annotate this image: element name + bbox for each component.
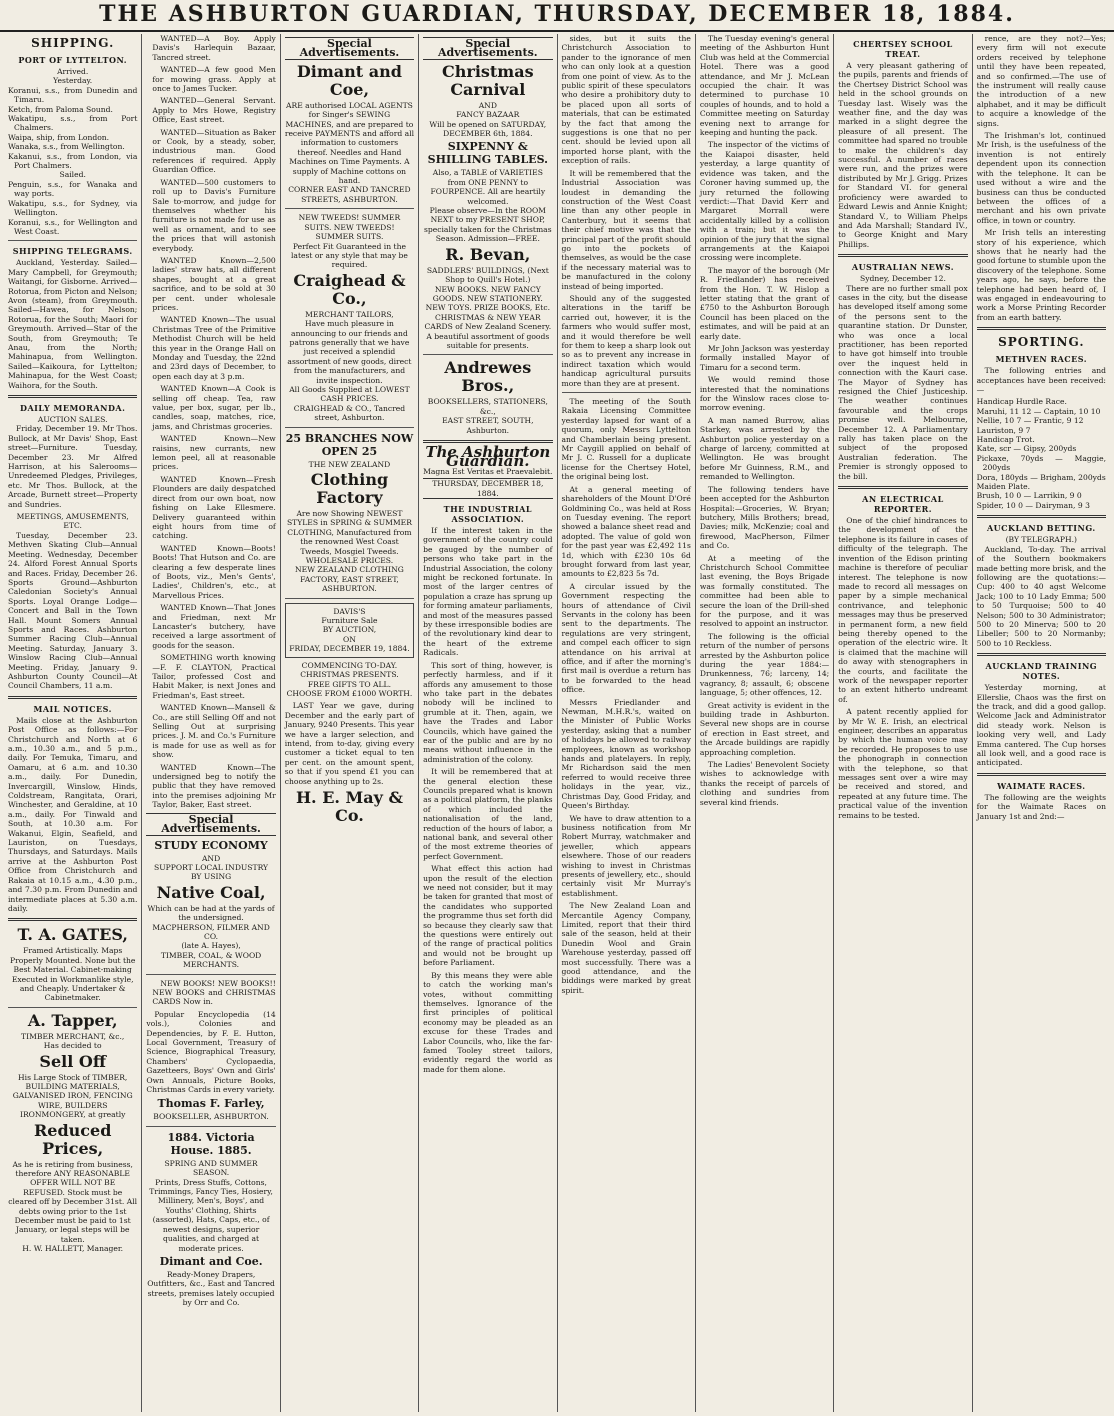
divider bbox=[977, 653, 1106, 656]
divider bbox=[285, 208, 414, 209]
list-item: Kakanui, s.s., from London, via Port Chalmers. bbox=[8, 151, 138, 171]
news-paragraph: At a meeting of the Christchurch School Committee last evening, the Boys Brigade was formally constituted. The committee had been able to secure the loan of the Drill-shed for the purpose, and it was resolved to appoint an instructor. bbox=[699, 553, 830, 629]
chertsey-heading: CHERTSEY SCHOOL TREAT. bbox=[853, 39, 953, 59]
news-paragraph: rence, are they not?—Yes; every firm will not execute orders received by telephone until they have been repeated, and so confirmed.—The use of the instrument will really cause the introduction of a new alphabet, and it may be difficult to acquire a knowledge of the signs. bbox=[976, 34, 1106, 128]
farley-ad bbox=[146, 1097, 275, 1121]
memoranda-heading: DAILY MEMORANDA. bbox=[20, 403, 126, 413]
list-item: Koranui, s.s., for Wellington and West Coast. bbox=[8, 217, 138, 236]
wanted-ad: WANTED Known—New raisins, new currants, new lemon peel, all at reasonable prices. bbox=[152, 434, 276, 472]
may-commencing: COMMENCING TO-DAY. bbox=[301, 660, 398, 670]
coal-trade: TIMBER, COAL, & WOOD MERCHANTS. bbox=[160, 950, 262, 970]
special-ads-heading: Special Advertisements. bbox=[146, 813, 275, 836]
bevan-cards: CHRISTMAS & NEW YEAR CARDS of New Zealand Scenery. bbox=[424, 312, 552, 332]
bevan-text: Please observe—In the ROOM NEXT to my PRESENT SHOP, specially taken for the Christmas Season. Admission—FREE. bbox=[424, 206, 552, 244]
list-item: Handicap Hurdle Race. bbox=[976, 397, 1067, 407]
news-paragraph: The Ladies' Benevolent Society wishes to acknowledge with thanks the receipt of parcels of clothing and sundries from several kind friends. bbox=[699, 760, 830, 807]
davis-furniture-ad bbox=[285, 603, 414, 658]
divider bbox=[8, 240, 137, 241]
australian-text: There are no further small pox cases in the city, but the disease has developed itself among some of the persons sent to the quarantine station. Dr Dunster, who was once a local practitioner, has been reported to have got himself into trouble over the inquest held in connection with the Kauri case. The Mayor of Sydney has resigned the Chief Justiceship. The weather continues favourable and the crops promise well. Melbourne, December 12. A Parliamentary rally has taken place on the subject of the proposed Australian federation. The Premier is strongly opposed to the bill. bbox=[838, 283, 968, 481]
leader-heading: THE INDUSTRIAL ASSOCIATION. bbox=[443, 504, 532, 524]
nz-text: Are now Showing NEWEST STYLES in SPRING & SUMMER CLOTHING, Manufactured from the renowned West Coast Tweeds, Mosgiel Tweeds. bbox=[286, 509, 412, 556]
leader-paragraph: By this means they were able to catch the working man's votes, without committing themselves. Ignorance of the first principles of political economy may be pleaded as an excuse for these Trades and Labor Councils, who, like the far-famed Tooley street tailors, evidently regard the world as made for them alone. bbox=[423, 970, 553, 1074]
gates-text: Framed Artistically. Maps Properly Mounted. None but the Best Material. Cabinet-making Executed in Workmanlike style, and Cheaply. Undertaker & Cabinetmaker. bbox=[9, 946, 136, 1003]
leader-paragraph: If the interest taken in the government of the country could be gauged by the number of persons who take part in the Industrial Association, the colony might be reckoned fortunate. In most of the larger centres of population a craze has sprung up for forming amateur parliaments, and most of the measures passed by these irresponsible bodies are of the revolutionary kind dear to the heart of the extreme Radicals. bbox=[423, 526, 553, 658]
memoranda-text: Friday, December 19. Mr Thos. Bullock, at Mr Davis' Shop, East street—Furniture. Tuesday, December 23. Mr Alfred Harrison, at his Salerooms—Unredeemed Pledges, Privileges, etc. Mr Thos. Bullock, at the Arcade, Burnett street—Property and Sundries. bbox=[8, 424, 138, 509]
victoria-text: Prints, Dress Stuffs, Cottons, Trimmings, Fancy Ties, Hosiery, Millinery, Men's, Boys', and Youths' Clothing, Shirts (assorted), Hats, Caps, etc., of newest designs, superior qualities, and charged at moderate prices. bbox=[149, 1177, 273, 1253]
tapper-signature: H. W. HALLETT, Manager. bbox=[22, 1244, 124, 1254]
column-3 bbox=[281, 34, 419, 1412]
coal-late: (late A. Hayes), bbox=[181, 941, 241, 951]
news-paragraph: Mr Irish tells an interesting story of his experience, which shows that he nearly had the good fortune to stumble upon the discovery of the telephone. Some years ago, he says, before the telephone had been heard of, I was engaged in endeavouring to work a Morse Printing Recorder from an earth battery. bbox=[976, 228, 1106, 322]
divider bbox=[838, 254, 967, 257]
andrewes-name: Andrewes Bros., bbox=[444, 358, 532, 396]
may-presents: CHRISTMAS PRESENTS. bbox=[300, 670, 399, 680]
dimant-bottom-name: Dimant and Coe. bbox=[159, 1254, 263, 1268]
meetings-label: MEETINGS, AMUSEMENTS, ETC. bbox=[16, 512, 129, 531]
divider bbox=[285, 427, 414, 428]
divider bbox=[8, 395, 137, 398]
andrewes-ad bbox=[423, 359, 552, 435]
craighead-ad bbox=[285, 213, 414, 422]
column-4 bbox=[419, 34, 557, 1412]
wanted-ad: WANTED—A Boy. Apply Davis's Harlequin Bazaar, Tancred street. bbox=[152, 34, 276, 62]
port-heading: PORT OF LYTTELTON. bbox=[18, 55, 128, 65]
tapper-decided: Has decided to bbox=[43, 1041, 102, 1051]
coal-obtained: Which can be had at the yards of the undersigned. bbox=[147, 903, 275, 923]
auckland-betting-heading: AUCKLAND BETTING. bbox=[986, 523, 1096, 534]
sydney-dateline: Sydney, December 12. bbox=[860, 274, 946, 284]
news-paragraph: The mayor of the borough (Mr R. Friedlander) has received from the Hon. T. W. Hislop a letter stating that the grant of £750 to the Ashburton Borough Council has been placed on the estimates, and will be paid at an early date. bbox=[699, 265, 830, 341]
may-co-ad bbox=[285, 661, 414, 699]
leader-paragraph: What effect this action had upon the result of the election we need not consider, but it may be taken for granted that most of the candidates who supported the programme thus set forth did so because they clearly saw that the questions were entirely out of the range of practical politics and would not be brought up before Parliament. bbox=[423, 864, 553, 968]
list-item: Koranui, s.s., from Dunedin and Timaru. bbox=[8, 85, 138, 105]
wanted-ad: WANTED—General Servant. Apply to Mrs Howe, Registry Office, East street. bbox=[152, 96, 276, 125]
may-signature bbox=[285, 789, 414, 825]
davis-date: FRIDAY, DECEMBER 19, 1884. bbox=[289, 644, 410, 654]
victoria-title-line bbox=[146, 1131, 275, 1157]
bevan-list: NEW BOOKS. NEW FANCY GOODS. NEW STATIONERY. NEW TOYS. PRIZE BOOKS, Etc. bbox=[425, 284, 551, 313]
dimant-address: CORNER EAST AND TANCRED STREETS, ASHBURTON. bbox=[288, 185, 411, 204]
divider bbox=[562, 392, 691, 393]
list-item: Kate, scr — Gipsy, 200yds bbox=[976, 444, 1077, 454]
carnival-bazaar: FANCY BAZAAR bbox=[456, 110, 520, 120]
list-item: Penguin, s.s., for Wanaka and way ports. bbox=[8, 179, 138, 199]
column-7 bbox=[834, 34, 972, 1412]
paper-date: THURSDAY, DECEMBER 18, 1884. bbox=[423, 478, 552, 499]
special-ads-heading: Special Advertisements. bbox=[423, 37, 552, 60]
branches-text: BRANCHES NOW OPEN bbox=[304, 431, 414, 458]
divider bbox=[838, 486, 967, 489]
arrived-list bbox=[8, 86, 137, 171]
news-paragraph: Great activity is evident in the building trade in Ashburton. Several new shops are in course of erection in East street, and the Arcade buildings are rapidly approaching completion. bbox=[699, 700, 830, 757]
divider bbox=[146, 974, 275, 975]
mail-text: Mails close at the Ashburton Post Office as follows:—For Christchurch and North at 6 a.m., 10.30 a.m., and 5 p.m., daily. For Temuka, Timaru, and Oamaru, at 6 a.m. and 10.30 a.m., daily. For Dunedin, Invercargill, Winslow, Hinds, Coldstream, Rangitata, Orari, Winchester, and Geraldine, at 10 a.m., daily. For Tinwald and South, at 10.30 a.m. For Wakanui, Elgin, Seafield, and Lauriston, on Tuesdays, Thursdays, and Saturdays. Mails arrive at the Ashburton Post Office from Christchurch and Rakaia at 10.15 a.m., 4.30 p.m., and 7.30 p.m. From Dunedin and intermediate places at 5.30 a.m. daily. bbox=[8, 715, 138, 913]
news-paragraph: The Irishman's lot, continued Mr Irish, is the usefulness of the invention is not entirely dependent upon its connection with the telephone. It can be used without a wire and the business can thus be conducted between the offices of a merchant and his own private office, in town or country. bbox=[976, 131, 1106, 225]
list-item: Wanaka, s.s., from Wellington. bbox=[8, 142, 125, 152]
andrewes-trade: BOOKSELLERS, STATIONERS, &c., bbox=[427, 397, 548, 416]
branches-line bbox=[285, 432, 414, 458]
news-paragraph: The following tenders have been accepted for the Ashburton Hospital:—Groceries, W. Bryan; butchery, Mills Brothers; bread, Davies; milk, McKenzie; coal and firewood, MacPherson, Filmer and Co. bbox=[699, 484, 830, 551]
news-paragraph: The inspector of the victims of the Kaiapoi disaster, held yesterday, a large quantity of evidence was taken, and the Coroner having summed up, the jury returned the following verdict:—That David Kerr and Margaret Morrall were accidentally killed by a collision with a train; but it was the opinion of the jury that the signal arrangements at the Kaiapoi crossing were incomplete. bbox=[699, 140, 830, 263]
coal-support: SUPPORT LOCAL INDUSTRY bbox=[154, 862, 269, 872]
craighead-prices: All Goods Supplied at LOWEST CASH PRICES. bbox=[289, 384, 410, 404]
victoria-season: SPRING AND SUMMER SEASON. bbox=[164, 1158, 258, 1178]
sporting-heading: SPORTING. bbox=[998, 335, 1085, 350]
victoria-house-ad bbox=[146, 1131, 275, 1308]
nz-address: NEW ZEALAND CLOTHING FACTORY, EAST STREET, ASHBURTON. bbox=[295, 565, 404, 594]
page-columns bbox=[4, 34, 1110, 1412]
craighead-address: CRAIGHEAD & CO., Tancred street, Ashburton. bbox=[293, 403, 406, 423]
coal-title: STUDY ECONOMY bbox=[154, 838, 268, 852]
divider bbox=[977, 327, 1106, 330]
divider bbox=[8, 696, 137, 699]
carnival-ad bbox=[423, 63, 552, 351]
list-item: Brush, 10 0 — Larrikin, 9 0 bbox=[976, 491, 1082, 501]
list-item: Wakatipu, s.s., for Sydney, via Wellington. bbox=[8, 198, 138, 218]
victoria-year-left: 1884. bbox=[167, 1130, 202, 1144]
list-item: Pickaxe, 70yds — Maggie, 200yds bbox=[976, 453, 1106, 473]
list-item: Maruhi, 11 12 — Captain, 10 10 bbox=[976, 406, 1101, 416]
news-paragraph: The Tuesday evening's general meeting of the Ashburton Hunt Club was held at the Commercial Hotel. There was a good attendance, and Mr J. McLean occupied the chair. It was determined to purchase 10 couples of hounds, and to hold a Committee meeting on Saturday evening next to arrange for keeping and hunting the pack. bbox=[699, 34, 830, 138]
training-heading: AUCKLAND TRAINING NOTES. bbox=[985, 661, 1098, 682]
column-1 bbox=[4, 34, 142, 1412]
methven-intro: The following entries and acceptances have been received:— bbox=[976, 366, 1106, 394]
news-paragraph: Messrs Friedlander and Newman, M.H.R.'s, waited on the Minister of Public Works yesterday, asking that a number of holidays be allowed to railway employees, known as workshop hands and platelayers. In reply, Mr Richardson said the men referred to would receive three holidays in the year, viz., Christmas Day, Good Friday, and Queen's Birthday. bbox=[561, 697, 691, 811]
coal-firm: MACPHERSON, FILMER AND CO. bbox=[152, 922, 270, 941]
list-item: Wakatipu, s.s., from Port Chalmers. bbox=[8, 114, 138, 133]
bevan-name: R. Bevan, bbox=[445, 244, 531, 264]
tweeds-fit: Perfect Fit Guaranteed in the latest or any style that may be required. bbox=[290, 241, 408, 270]
auckland-betting-sub: (BY TELEGRAPH.) bbox=[1005, 535, 1078, 545]
wanted-ad: WANTED Known—Mansell & Co., are still Selling Off and not Selling Out at surprising prices. J. M. and Co.'s Furniture is made for use as well as for show. bbox=[152, 703, 276, 760]
branches-count-left: 25 bbox=[285, 431, 301, 445]
divider bbox=[423, 354, 552, 355]
dimant-bottom-text: Ready-Money Drapers, Outfitters, &c., East and Tancred streets, premises lately occupied by Orr and Co. bbox=[147, 1269, 275, 1308]
auction-label: AUCTION SALES. bbox=[37, 415, 108, 424]
bevan-tail: A beautiful assortment of goods suitable for presents. bbox=[426, 331, 550, 350]
column-6 bbox=[696, 34, 834, 1412]
divider bbox=[285, 598, 414, 599]
list-item: Ketch, from Paloma Sound. bbox=[8, 104, 113, 114]
telegrams-text: Auckland, Yesterday. Sailed—Mary Campbell, for Greymouth; Waitangi, for Gisborne. Arrived—Rotorua, from Picton and Nelson; Avon (steam), from Greymouth. Sailed—Hawea, for Nelson; Rotorua, for the South; Maori for Greymouth. Arrived—Star of the South, from Greymouth; Te Anau, from the North; Mahinapua, from Wellington. Sailed—Kaikoura, for Lyttelton; Mahinapua, for the West Coast; Waihora, for the South. bbox=[8, 258, 138, 390]
divider bbox=[977, 773, 1106, 776]
news-paragraph: At a general meeting of shareholders of the Mount D'Oré Goldmining Co., was held at Ross on Tuesday evening. The report showed a balance sheet read and adopted. The value of gold won for the past year was £2,492 11s 1d, which with £230 10s 6d brought forward from last year, amounts to £2,823 5s 7d. bbox=[561, 484, 691, 579]
nz-wholesale: WHOLESALE PRICES. bbox=[305, 556, 394, 566]
methven-entries bbox=[977, 397, 1106, 510]
news-paragraph: Should any of the suggested alterations in the tariff be carried out, however, it is the farmers who would suffer most, and it would therefore be well for them to keep a sharp look out so as to prevent any increase in indirect taxation which would handicap agricultural pursuits more than they are at present. bbox=[561, 293, 691, 388]
craighead-trade: MERCHANT TAILORS, bbox=[305, 309, 394, 319]
wanted-ad: WANTED Known—Fresh Flounders are daily despatched direct from our own boat, now fishing on Lake Ellesmere. Delivery guaranteed within eight hours from time of catching. bbox=[152, 474, 276, 541]
news-paragraph: We have to draw attention to a business notification from Mr Robert Murray, watchmaker and jeweller, which appears elsewhere. Those of our readers wishing to invest in Christmas presents of jewellery, etc., should certainly visit Mr Murray's establishment. bbox=[561, 813, 691, 898]
davis-by: BY AUCTION, bbox=[322, 625, 377, 635]
list-item: Nellie, 10 7 — Frantic, 9 12 bbox=[976, 416, 1084, 426]
victoria-year-right: 1885. bbox=[217, 1143, 252, 1157]
tapper-reduced: Reduced Prices, bbox=[33, 1120, 112, 1158]
auckland-betting-text: Auckland, To-day. The arrival of the Southern bookmakers made betting more brisk, and the following are the quotations:—Cup: 400 to 40 agst Welcome Jack; 100 to 10 Lady Emma; 500 to 50 Turquoise; 500 to 40 Nelson; 500 to 30 Administrator; 500 to 20 Minerva; 500 to 20 Libeller; 500 to 20 Normanby; 500 to 10 Reckless. bbox=[976, 544, 1106, 648]
wanted-ad: WANTED Known—A Cook is selling off cheap. Tea, raw value, per box, sugar, per lb., candles, soap, matches, rice, jams, and Christmas groceries. bbox=[152, 384, 276, 431]
nz-name: Clothing Factory bbox=[310, 470, 389, 507]
craighead-text: Have much pleasure in announcing to our friends and patrons generally that we have just received a splendid assortment of new goods, direct from the manufacturers, and invite inspection. bbox=[287, 319, 412, 385]
may-free: FREE GIFTS TO ALL. bbox=[307, 679, 392, 689]
column-8 bbox=[973, 34, 1110, 1412]
mail-heading: MAIL NOTICES. bbox=[33, 703, 112, 714]
waimate-text: The following are the weights for the Waimate Races on January 1st and 2nd:— bbox=[976, 792, 1106, 821]
carnival-and: AND bbox=[478, 100, 497, 110]
may-name: H. E. May & Co. bbox=[295, 787, 403, 825]
bevan-trade: SADDLERS' BUILDINGS, (Next Shop to Quill's Hotel.) bbox=[426, 265, 549, 285]
coal-by: BY USING bbox=[190, 872, 232, 882]
books-text: Popular Encyclopedia (14 vols.), Colonies and Dependencies, by F. E. Hutton, Local Government, Treasury of Science, Biographical Treasury, Chambers' Cyclopaedia, Gazetteers, Boys' Own and Girls' Own Annuals, Picture Books, Christmas Cards in every variety. bbox=[146, 1009, 276, 1095]
news-paragraph: The meeting of the South Rakaia Licensing Committee yesterday lapsed for want of a quorum, only Messrs Lyttelton and Chamberlain being present. Mr Caygill applied on behalf of Mr J. C. Russell for a duplicate license for the Chertsey Hotel, the original being lost. bbox=[561, 397, 691, 482]
wanted-ad: WANTED—500 customers to roll up to Davis's Furniture Sale to-morrow, and judge for themselves whether his furniture is not made for use as well as ornament, and to see the prices that will astonish everybody. bbox=[152, 177, 276, 253]
electrical-heading: AN ELECTRICAL REPORTER. bbox=[862, 494, 944, 515]
tapper-name: A. Tapper, bbox=[27, 1010, 118, 1030]
news-paragraph: Mr John Jackson was yesterday formally installed Mayor of Timaru for a second term. bbox=[699, 344, 830, 372]
may-choose: CHOOSE FROM £1000 WORTH. bbox=[286, 688, 413, 698]
wanted-ad: WANTED Known—2,500 ladies' straw hats, all different shapes, bought at a great sacrifice, and to be sold at 30 per cent. under wholesale prices. bbox=[152, 255, 276, 312]
sailed-label: Sailed. bbox=[59, 170, 86, 180]
davis-title: DAVIS'S bbox=[333, 606, 366, 616]
dimant-name: Dimant and Coe, bbox=[296, 61, 402, 99]
wanted-ad: WANTED Known—The usual Christmas Tree of the Primitive Methodist Church will be held this year in the Orange Hall on Monday and Tuesday, the 22nd and 23rd days of December, to open each day at 3 p.m. bbox=[152, 315, 276, 381]
list-item: Lauriston, 9 7 bbox=[976, 425, 1031, 435]
wanted-ad: WANTED Known—Boots! Boots! That Hutson and Co. are clearing a few desperate lines of Boots, viz., Men's Gents', Ladies', Children's, etc., at Marvellous Prices. bbox=[152, 543, 276, 600]
davis-on: ON bbox=[343, 634, 356, 644]
wanted-ad: WANTED—Situation as Baker or Cook, by a steady, sober, industrious man. Good references if required. Apply Guardian Office. bbox=[152, 127, 276, 175]
list-item: Handicap Trot. bbox=[976, 435, 1035, 445]
electrical-text: A patent recently applied for by Mr W. E. Irish, an electrical engineer, describes an apparatus by which the human voice may be recorded. He proposes to use the phonograph in connection with the telephone, so that messages sent over a wire may be received and stored, and repeated at any future time. The practical value of the invention remains to be tested. bbox=[838, 707, 968, 820]
carnival-text: Will be opened on SATURDAY, DECEMBER 6th, 1884. bbox=[429, 119, 547, 139]
paper-motto: Magna Est Veritas et Praevalebit. bbox=[423, 466, 553, 476]
nz-the: THE NEW ZEALAND bbox=[308, 459, 391, 469]
paper-nameplate: The Ashburton Guardian. bbox=[425, 442, 551, 471]
tapper-tail: As he is retiring from business, therefore ANY REASONABLE OFFER WILL NOT BE REFUSED. Stock must be cleared off by December 31st. All debts owing prior to the 1st December must be paid to 1st January, or legal steps will be taken. bbox=[8, 1159, 138, 1244]
wanted-ad: WANTED Known—That Jones and Friedman, next Mr Lancaster's butchery, have received a large assortment of goods for the season. bbox=[152, 603, 276, 650]
tapper-ad bbox=[8, 1012, 137, 1254]
farley-name: Thomas F. Farley, bbox=[157, 1097, 265, 1111]
may-text: LAST Year we gave, during December and the early part of January, 9240 Presents. This year we have a larger selection, and intend, from to-day, giving every customer a ticket equal to ten per cent. on the amount spent, so that if you spend £1 you can choose anything up to 2s. bbox=[284, 701, 415, 786]
coal-and: AND bbox=[201, 853, 221, 863]
leader-paragraph: It will be remembered that at the general election these Councils prepared what is known as a political platform, the planks of which included the nationalisation of the land, reduction of the hours of labor, a national bank, and several other of the most extreme theories of perfect Government. bbox=[423, 767, 553, 861]
gates-name: T. A. GATES, bbox=[17, 925, 128, 945]
victoria-title: Victoria House. bbox=[170, 1130, 255, 1157]
arrived-label: Arrived. bbox=[57, 67, 89, 76]
shipping-heading: SHIPPING. bbox=[31, 36, 115, 50]
telegrams-heading: SHIPPING TELEGRAMS. bbox=[12, 246, 133, 257]
special-ads-heading: Special Advertisements. bbox=[285, 37, 414, 60]
list-item: Spider, 10 0 — Dairyman, 9 3 bbox=[976, 500, 1090, 510]
dimant-coe-ad bbox=[285, 63, 414, 204]
wanted-ad: WANTED Known—The undersigned beg to notify the public that they have removed into the premises adjoining Mr Taylor, Baker, East street. bbox=[152, 762, 276, 810]
masthead bbox=[0, 0, 1114, 32]
gates-ad bbox=[8, 926, 137, 1002]
list-item: Dora, 180yds — Brigham, 200yds bbox=[976, 472, 1106, 482]
newspaper-title: THE ASHBURTON GUARDIAN, THURSDAY, DECEMBER 18, 1884. bbox=[99, 1, 1015, 27]
waimate-heading: WAIMATE RACES. bbox=[997, 780, 1086, 791]
meetings-text: Tuesday, December 23. Methven Skating Club—Annual Meeting. Wednesday, December 24. Alford Forest Annual Sports and Races. Friday, December 26. Sports Ground—Ashburton Caledonian Society's Annual Sports. Loyal Orange Lodge—Concert and Ball in the Town Hall. Mount Somers Annual Sports and Races. Ashburton Summer Racing Club—Annual Meeting. Saturday, January 3. Winslow Racing Club—Annual Meeting. Friday, January 9. Ashburton County Council—At Council Chambers, 11 a.m. bbox=[8, 530, 138, 691]
dimant-text: ARE authorised LOCAL AGENTS for Singer's SEWING MACHINES, and are prepared to receive PAYMENTS and afford all information to customers thereof. Needles and Hand Machines on Time Payments. A supply of Machine cottons on hand. bbox=[284, 100, 415, 186]
wanted-ad: WANTED—A few good Men for mowing grass. Apply at once to James Tucker. bbox=[152, 65, 276, 94]
australian-heading: AUSTRALIAN NEWS. bbox=[851, 262, 954, 273]
methven-heading: METHVEN RACES. bbox=[995, 354, 1088, 365]
tapper-text: His Large Stock of TIMBER, BUILDING MATERIALS, GALVANISED IRON, FENCING WIRE, BUILDERS IRONMONGERY, at greatly bbox=[12, 1072, 133, 1120]
carnival-title: Christmas Carnival bbox=[442, 61, 534, 99]
davis-subtitle: Furniture Sale bbox=[321, 616, 378, 626]
tweeds-banner: NEW TWEEDS! SUMMER SUITS. NEW TWEEDS! SUMMER SUITS. bbox=[298, 213, 401, 242]
nz-clothing-ad bbox=[285, 432, 414, 594]
divider bbox=[977, 515, 1106, 518]
divider bbox=[8, 1007, 137, 1008]
chertsey-text: A very pleasant gathering of the pupils, parents and friends of the Chertsey District School was held in the school grounds on Tuesday last. Wisely was the weather fine, and the day was marked in a slight degree the pleasure of all present. The committee had spared no trouble to make the children's day successful. A number of races were run, and the prizes were distributed by Mr J. Grigg. Prizes for Standard VI. for general proficiency were awarded to Edward Lewis and Annie Knight; Standard V., to William Phelps and Ada Marshall; Standard IV., to George Knight and Mary Phillips. bbox=[838, 61, 968, 249]
news-paragraph: It will be remembered that the Industrial Association was loudest in demanding the construction of the West Coast line than any other people in Canterbury, but it seems that their chief motive was that the principal part of the profit should go into the pockets of themselves, as would be the case if the necessary material was to be manufactured in the colony instead of being imported. bbox=[561, 168, 691, 291]
news-paragraph: The New Zealand Loan and Mercantile Agency Company, Limited, report that their third sale of the season, held at their Dunedin Wool and Grain Warehouse yesterday, passed off most successfully. There was a good attendance, and the biddings were marked by great spirit. bbox=[561, 901, 691, 995]
carnival-prices: SIXPENNY & SHILLING TABLES. bbox=[427, 140, 548, 167]
electrical-text: One of the chief hindrances to the development of the telephone is its failure in cases of difficulty of the telegraph. The invention of the Edison printing machine is therefore of peculiar interest. The telephone is now made to record all messages on paper by a simple mechanical contrivance, and telephonic messages may thus be preserved in permanent form, a new field being thereby opened to the operation of the electric wire. It is claimed that the machine will do away with stenographers in the courts, and facilitate the work of the newspaper reporter to an extent hitherto undreamt of. bbox=[838, 516, 968, 704]
craighead-name: Craighead & Co., bbox=[293, 270, 406, 308]
books-heading: NEW BOOKS! NEW BOOKS!! NEW BOOKS and CHRISTMAS CARDS Now in. bbox=[152, 978, 276, 1007]
list-item: Waipa, ship, from London. bbox=[8, 132, 110, 142]
coal-name: Native Coal, bbox=[156, 882, 266, 902]
divider bbox=[8, 918, 137, 921]
list-item: Maiden Plate. bbox=[976, 482, 1031, 492]
leader-paragraph: This sort of thing, however, is perfectly harmless, and if it affords any amusement to those who take part in the debates nobody will be inclined to grumble at it. Then, again, we have the Trades and Labor Councils, which have gained the ear of the public and are by no means without influence in the administration of the colony. bbox=[423, 660, 553, 764]
column-5 bbox=[558, 34, 696, 1412]
news-paragraph: sides, but it suits the Christchurch Association to pander to the ignorance of men who can only look at a question from one point of view. As to the public spirit of these speculators who desire a prohibitory duty to be placed upon all sorts of materials, that can be estimated by the fact that among the suggestions is one that no per cent. should be levied upon all imported horse plant, with the exception of rails. bbox=[561, 34, 691, 166]
divider bbox=[146, 1126, 275, 1127]
news-paragraph: We would remind those interested that the nominations for the Winslow races close to-morrow evening. bbox=[699, 375, 830, 413]
news-paragraph: A man named Burrow, alias Starkey, was arrested by the Ashburton police yesterday on a charge of larceny, committed at Wellington. He was brought before Mr Guinness, R.M., and remanded to Wellington. bbox=[699, 415, 830, 482]
wanted-ad: SOMETHING worth knowing—F. F. CLAYTON, Practical Tailor, professed Cost and Habit Maker, is next Jones and Friedman's, East street. bbox=[152, 653, 276, 700]
carnival-tail: Also, a TABLE of VARIETIES from ONE PENNY to FOURPENCE. All are heartily welcomed. bbox=[430, 168, 546, 206]
native-coal-ad bbox=[146, 839, 275, 970]
farley-trade: BOOKSELLER, ASHBURTON. bbox=[153, 1112, 269, 1122]
training-text: Yesterday morning, at Ellerslie, Chaos was the first on the track, and did a good gallop. Welcome Jack and Administrator did steady work. Nelson is looking very well, and Lady Emma cantered. The Cup horses all look well, and a good race is anticipated. bbox=[976, 683, 1106, 768]
news-paragraph: A circular issued by the Government respecting the hours of attendance of Civil Servants in the colony has been sent to the departments. The regulations are very stringent, and compel each officer to sign attendance on his arrival at office, and if after the morning's first mail is overdue a return has to be forwarded to the head office. bbox=[561, 581, 691, 695]
column-2 bbox=[142, 34, 280, 1412]
arrived-date: Yesterday. bbox=[53, 76, 93, 86]
andrewes-address: EAST STREET, SOUTH, Ashburton. bbox=[442, 416, 534, 435]
sailed-list bbox=[8, 180, 137, 236]
tapper-sell: Sell Off bbox=[39, 1051, 106, 1071]
tapper-trade: TIMBER MERCHANT, &c., bbox=[21, 1031, 125, 1041]
news-paragraph: The following is the official return of the number of persons arrested by the Ashburton police during the year 1884:—Drunkenness, 76; larceny, 14; vagrancy, 8; assault, 6; obscene language, 5; other offences, 12. bbox=[699, 631, 830, 698]
branches-count-right: 25 bbox=[361, 444, 378, 458]
